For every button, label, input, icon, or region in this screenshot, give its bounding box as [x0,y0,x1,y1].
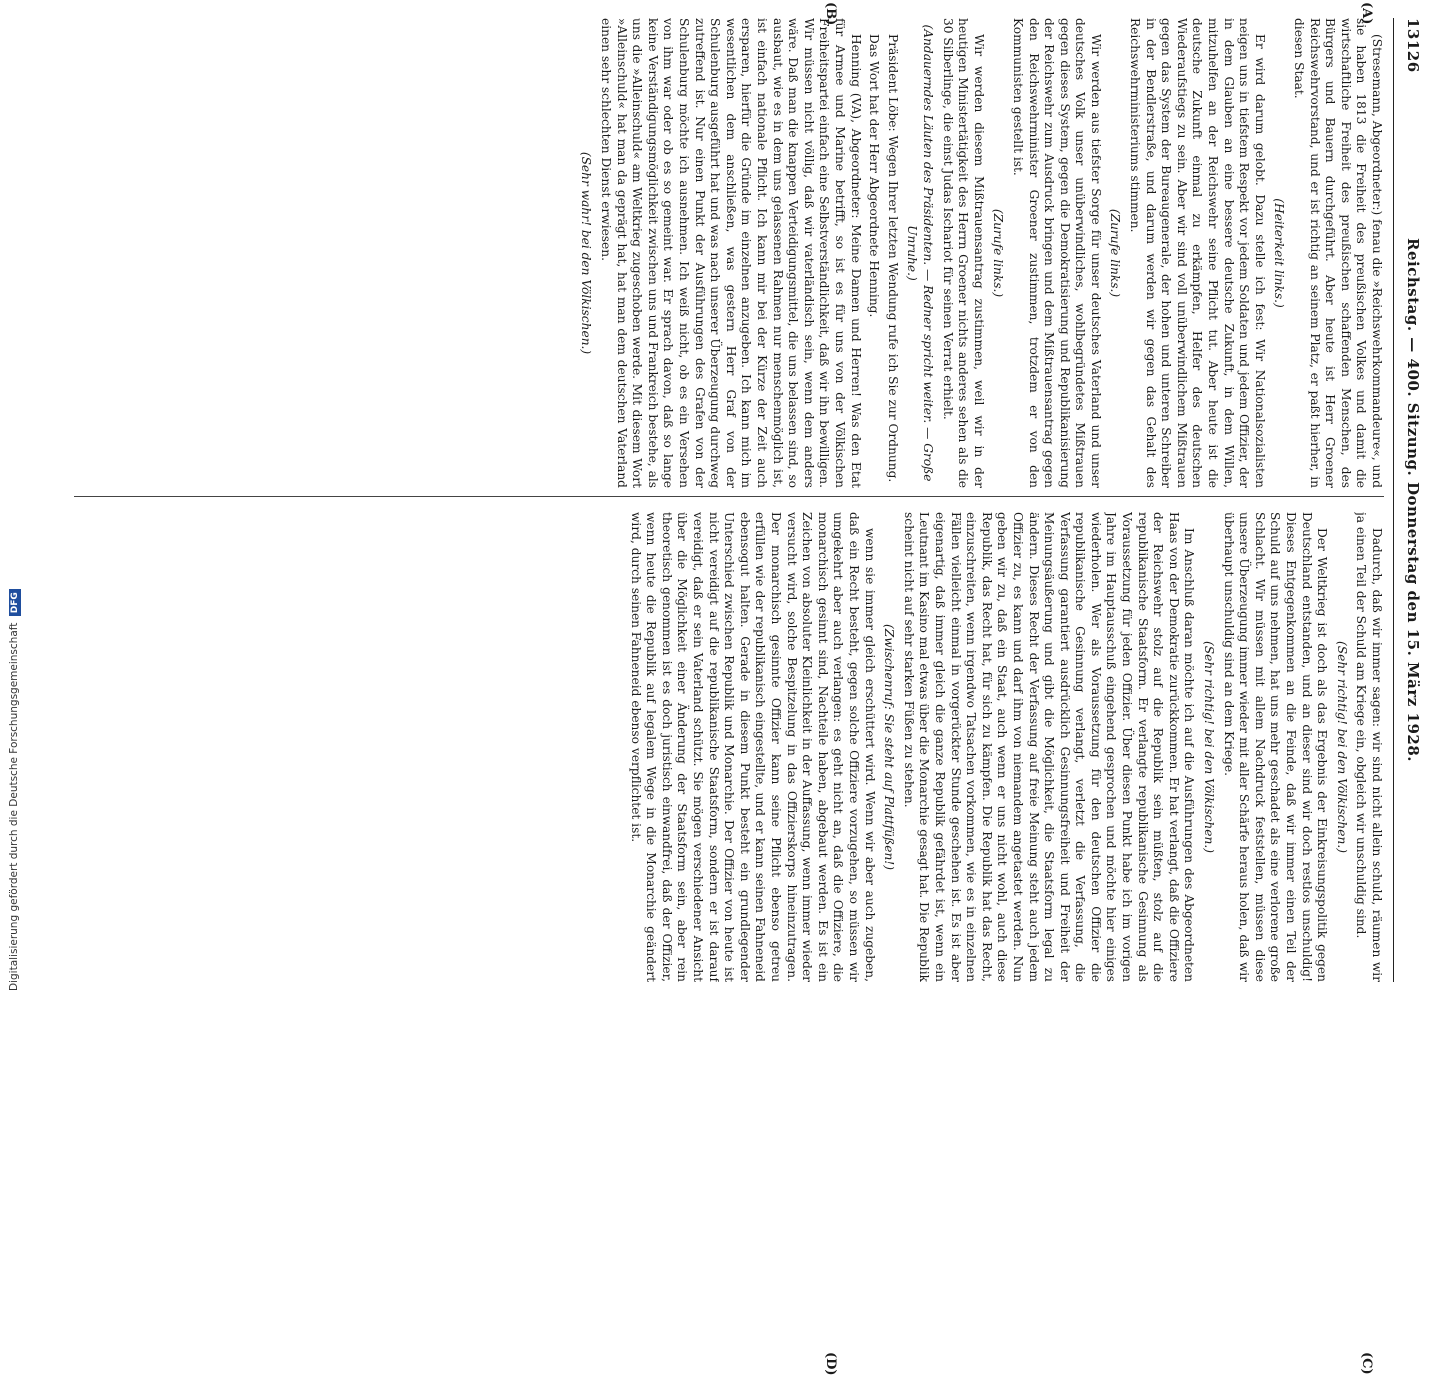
page-number: 13126 [1404,18,1422,73]
paragraph: Das Wort hat der Herr Abgeordnete Henning. [867,34,882,318]
header-rule [1393,18,1394,982]
paragraph: Wir werden aus tiefster Sorge für unser deutsches Vaterland und unser deutsches Volk unser unüberwindliches, wohlbegründetes Mißtrauen gegen dieses System, gegen die Demokratisierung und Republikanisierung der Reichswehr zum Ausdruck bringen und dem Mißtrauensantrag gegen den Reichswehrminister Groener zustimmen, trotzdem er von den Kommunisten gestellt ist. [1010,18,1103,488]
margin-marker-d: (D) [823,1352,838,1376]
paragraph: Wir werden diesem Mißtrauensantrag zustimmen, weil wir in der heutigen Ministertätigkeit des Herrn Groener nichts anderes sehen als die 30 Silberlinge, die einst Judas Ischariot für seinen Verrat erhielt. [940,18,986,488]
interjection: (Zurufe links.) [991,208,1006,298]
paragraph: wenn sie immer gleich erschüttert wird. Wenn wir aber auch zugeben, daß ein Recht besteht, gegen solche Offiziere vorzugehen, so müssen wir umgekehrt aber auch verlangen: es geht nicht an, daß die Offiziere, die monarchisch gesinnt sind, Nachteile haben, abgebaut werden. Es ist ein Zeichen von absoluter Kleinlichkeit in der Auffassung, wenn immer wieder versucht wird, solche Bespitzelung in das Offizierskorps hineinzutragen. Der monarchisch gesinnte Offizier kann seine Pflicht ebenso getreu erfüllen wie der republikanisch eingestellte, und er kann seinen Fahneneid ebensogut halten. Gerade in diesem Punkt besteht ein grundlegender Unterschied zwischen Republik und Monarchie. Der Offizier von heute ist nicht vereidigt auf die republikanische Staatsform, sondern er ist darauf vereidigt, daß er sein Vaterland schützt. Sie mögen verschiedener Ansicht über die Möglichkeit einer Änderung der Staatsform sein, aber rein theoretisch genommen ist es doch juristisch einwandfrei, daß der Offizier, wenn heute die Republik auf legalem Wege in die Monarchie geändert wird, durch seinen Fahneneid ebenso verpflichtet ist. [628,512,877,982]
paragraph: Er wird darum gelobt. Dazu stelle ich fest: Wir Nationalsozialisten neigen uns in tiefstem Respekt vor jedem Soldaten und jedem Offizier, der in dem Glauben an eine bessere deutsche Zukunft, in dem Willen, mitzuhelfen an der Reichswehr seine Pflicht tut. Aber heute ist die deutsche Zukunft einmal zu erkämpfen, Helfer des deutschen Wiederaufstiegs zu sein. Aber wir sind voll unüberwindlichem Mißtrauen gegen das System der Bureaugenerale, der hohen und unteren Schreiber in der Bendlerstraße, und darum werden wir gegen das Gehalt des Reichswehrministeriums stimmen. [1128,18,1267,488]
paragraph: Henning (VA), Abgeordneter: Meine Damen und Herren! Was den Etat für Armee und Marine betrifft, so ist es für uns von der Völkischen Freiheitspartei einfach eine Selbstverständlichkeit, daß wir ihn bewilligen. Wir müssen nicht völlig, daß wir vaterländisch sein, wenn dem anders wäre. Daß man die knappen Verteidigungsmittel, die uns belassen sind, so ausbaut, wie es in dem uns gelassenen Rahmen nur menschenmöglich ist, ist einfach nationale Pflicht. Ich kann mir bei der Kürze der Zeit auch ersparen, hierfür die Gründe im einzelnen anzugeben. Ich kann mich im wesentlichen dem anschließen, was gestern Herr Graf von der Schulenburg ausgeführt hat und was nach unserer Überzeugung durchweg zutreffend ist. Nur einen Punkt der Ausführungen des Grafen von der Schulenburg möchte ich ausnehmen. Ich weiß nicht, ob es ein Versehen von ihm war oder ob es so gemeint war. Er sprach davon, daß so lange keine Verständigungsmöglichkeit zwischen uns und Frankreich bestehe, als uns die »Alleinschuld« am Weltkrieg zugeschoben werde. Mit diesem Wort »Alleinschuld« hat man da geprägt hat, hat man dem deutschen Vaterland einen sehr schlechten Dienst erwiesen. [599,18,863,488]
paragraph: Dadurch, daß wir immer sagen: wir sind nicht allein schuld, räumen wir ja einen Teil der Schuld am Kriege ein, obgleich wir unschuldig sind. [1354,512,1384,982]
interjection: (Sehr richtig! bei den Völkischen.) [1334,641,1349,853]
left-column [74,18,1384,488]
interjection: (Zurufe links.) [1108,208,1123,298]
margin-marker-b: (B) [823,2,838,26]
paragraph: Präsident Löbe: Wegen Ihrer letzten Wendung rufe ich Sie zur Ordnung. [885,34,900,483]
interjection: (Sehr wahr! bei den Völkischen.) [579,151,594,355]
margin-marker-c: (C) [1359,1352,1374,1375]
paragraph: Der Weltkrieg ist doch als das Ergebnis der Einkreisungspolitik gegen Deutschland entstanden, und an dieser sind wir doch restlos unschuldig! Dieses Entgegenkommen an die Feinde, daß wir immer einen Teil der Schuld auf uns nehmen, hat uns mehr geschadet als eine verlorene große Schlacht. Wir müssen mit allem Nachdruck feststellen, müssen diese unsere Überzeugung immer wieder mit aller Schärfe heraus holen, daß wir überhaupt unschuldig sind an dem Kriege. [1221,512,1330,982]
right-column [74,512,1384,982]
paragraph: (Stresemann, Abgeordneter:) fenau die »Reichswehrkommandeure«, und sie haben 1813 die Freiheit des preußischen Volkes und damit die wirtschaftliche Freiheit des preußischen schaffenden Menschen, des Bürgers und Bauern durchgeführt. Aber heute ist Herr Groener Reichswehrvorstand, und er ist richtig an seinem Platz, er paßt hierher, in diesen Staat. [1292,18,1384,488]
column-divider [74,496,1384,497]
page-title: Reichstag. — 400. Sitzung. Donnerstag den 15. März 1928. [1404,238,1422,762]
interjection: (Zwischenruf: Sie steht auf Plattfüßen!) [882,624,897,870]
page-header [1396,18,1426,982]
digitization-note: Digitalisierung gefördert durch die Deutsche Forschungsgemeinschaft [8,622,20,991]
paragraph: Im Anschluß daran möchte ich auf die Ausführungen des Abgeordneten Haas von der Demokratie zurückkommen. Er hat verlangt, daß die Offiziere der Reichswehr stolz auf die Republik sein müßten, stolz auf die republikanische Staatsform. Er verlangte republikanische Gesinnung als Voraussetzung für jeden Offizier. Über diesen Punkt habe ich im vorigen Jahre im Hauptausschuß eingehend gesprochen und möchte hier einiges wiederholen. Wer als Voraussetzung für den deutschen Offizier die republikanische Gesinnung verlangt, verletzt die Verfassung, die Verfassung garantiert ausdrücklich Gesinnungsfreiheit und Freiheit der Meinungsäußerung und gibt die Möglichkeit, die Staatsform legal zu ändern. Dieses Recht der Verfassung auf freie Meinung steht auch jedem Offizier zu, es kann und darf ihm von niemandem angetastet werden. Nun geben wir zu, daß ein Staat, auch wenn er uns nicht wohl, auch diese Republik, das Recht hat, für sich zu kämpfen. Die Republik hat das Recht, einzuschreiten, wenn irgendwo Tatsachen vorkommen, wie es in einzelnen Fällen vielleicht einmal in vorgerückter Stunde geschehen ist. Es ist aber eigenartig, daß immer gleich die ganze Republik gefährdet ist, wenn ein Leutnant im Kasino mal etwas über die Monarchie gesagt hat. Die Republik scheint nicht auf sehr starken Füßen zu stehen. [901,512,1197,982]
interjection: (Andauerndes Läuten des Präsidenten. — Redner spricht weiter. — Große Unruhe.) [905,24,935,482]
digitization-footer [0,0,24,1000]
margin-marker-a: (A) [1359,2,1374,25]
interjection: (Heiterkeit links.) [1272,198,1287,308]
dfg-logo: DFG [9,589,21,616]
rotated-document-page [54,0,1434,1376]
interjection: (Sehr richtig! bei den Völkischen.) [1202,641,1217,853]
